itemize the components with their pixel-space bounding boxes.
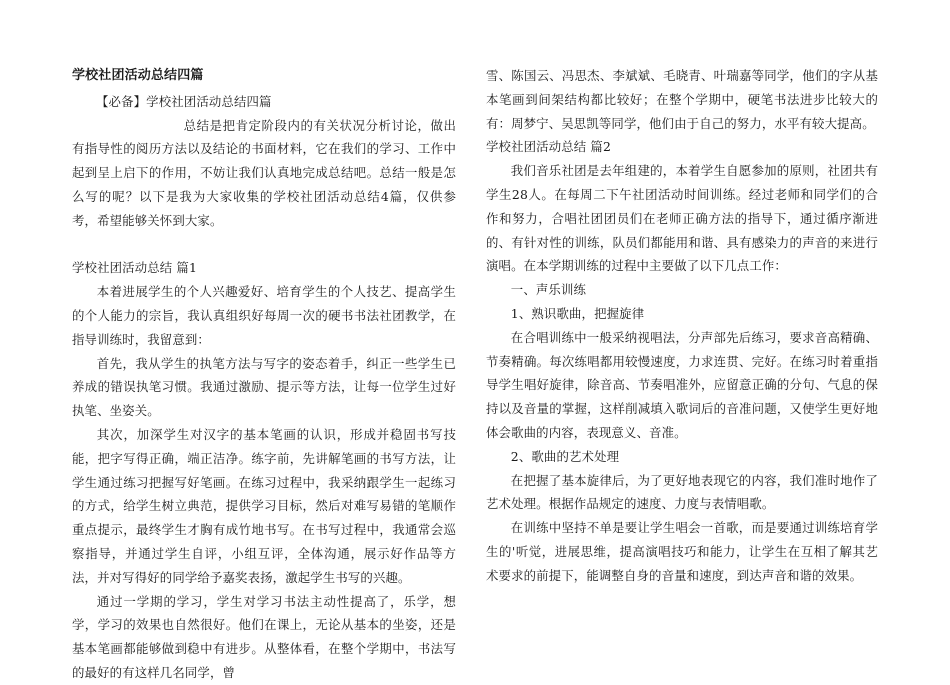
section2-heading: 学校社团活动总结 篇2 (486, 139, 611, 155)
intro-paragraph: 总结是把肯定阶段内的有关状况分析讨论，做出有指导性的阅历方法以及结论的书面材料，它在我们的学习、工作中起到呈上启下的作用，不妨让我们认真地完成总结吧。总结一般是怎么写的呢？以下是我为大家收集的学校社团活动总结4篇，仅供参考，希望能够关怀到大家。 (72, 117, 456, 228)
spacer (72, 233, 456, 257)
left-column (72, 64, 456, 685)
section2-item1-text: 在合唱训练中一般采纳视唱法，分声部先后练习，要求音高精确、节奏精确。每次练唱都用较慢速度，力求连贯、完好。在练习时着重指导学生唱好旋律，除音高、节奏唱准外，应留意正确的分句、气息的保持以及音量的掌握，这样削减填入歌词后的音准问题，又使学生更好地体会歌曲的内容，表现意义、音准。 (486, 329, 878, 440)
section2-part1-heading: 一、声乐训练 (510, 282, 587, 298)
document-title: 学校社团活动总结四篇 (72, 68, 204, 83)
section2-intro: 我们音乐社团是去年组建的，本着学生自愿参加的原则，社团共有学生28人。在每周二下午社团活动时间训练。经过老师和同学们的合作和努力，合唱社团团员们在老师正确方法的指导下，通过循序渐进的、有针对性的训练，队员们都能用和谐、具有感染力的声音的来进行演唱。在本学期训练的过程中主要做了以下几点工作： (486, 163, 878, 274)
section2-item1-heading: 1、熟识歌曲，把握旋律 (510, 305, 645, 321)
right-column (486, 64, 878, 588)
section1-paragraph-4: 通过一学期的学习，学生对学习书法主动性提高了，乐学，想学，学习的效果也自然很好。他们在课上，无论从基本的坐姿，还是基本笔画都能够做到稳中有进步。从整体看，在整个学期中，书法写的最好的有这样几名同学，曾 (72, 593, 456, 680)
section1-continuation: 雪、陈国云、冯思杰、李斌斌、毛晓青、叶瑞嘉等同学，他们的字从基本笔画到间架结构都比较好；在整个学期中，硬笔书法进步比较大的有：周梦宁、吴思凯等同学，他们由于自己的努力，水平有较大提高。 (486, 68, 878, 131)
section2-item2-heading: 2、歌曲的艺术处理 (510, 448, 620, 464)
section1-paragraph-1: 本着进展学生的个人兴趣爱好、培育学生的个人技艺、提高学生的个人能力的宗旨，我认真组织好每周一次的硬书书法社团教学，在指导训练时，我留意到： (72, 284, 456, 347)
section1-paragraph-2: 首先，我从学生的执笔方法与写字的姿态着手，纠正一些学生已养成的错误执笔习惯。我通过激励、提示等方法，让每一位学生过好执笔、坐姿关。 (72, 355, 456, 419)
section2-item2-text: 在把握了基本旋律后，为了更好地表现它的内容，我们准时地作了艺术处理。根据作品规定的速度、力度与表情唱歌。 (486, 472, 878, 512)
section2-item3-text: 在训练中坚持不单是要让学生唱会一首歌，而是要通过训练培育学生的'听觉，进展思维，提高演唱技巧和能力，让学生在互相了解其艺术要求的前提下，能调整自身的音量和速度，到达声音和谐的效果。 (486, 520, 878, 583)
section1-paragraph-3: 其次，加深学生对汉字的基本笔画的认识，形成并稳固书写技能，把字写得正确，端正洁净。练字前，先讲解笔画的书写方法，让学生通过练习把握写好笔画。在练习过程中，我采纳跟学生一起练习的方式，给学生树立典范，提供学习目标，然后对难写易错的笔顺作重点提示，最终学生才胸有成竹地书写。在书写过程中，我通常会巡察指导，并通过学生自评，小组互评，全体沟通，展示好作品等方法，并对写得好的同学给予嘉奖表扬，激起学生书写的兴趣。 (72, 426, 456, 585)
section1-heading: 学校社团活动总结 篇1 (72, 260, 197, 276)
document-subtitle: 【必备】学校社团活动总结四篇 (96, 93, 272, 109)
